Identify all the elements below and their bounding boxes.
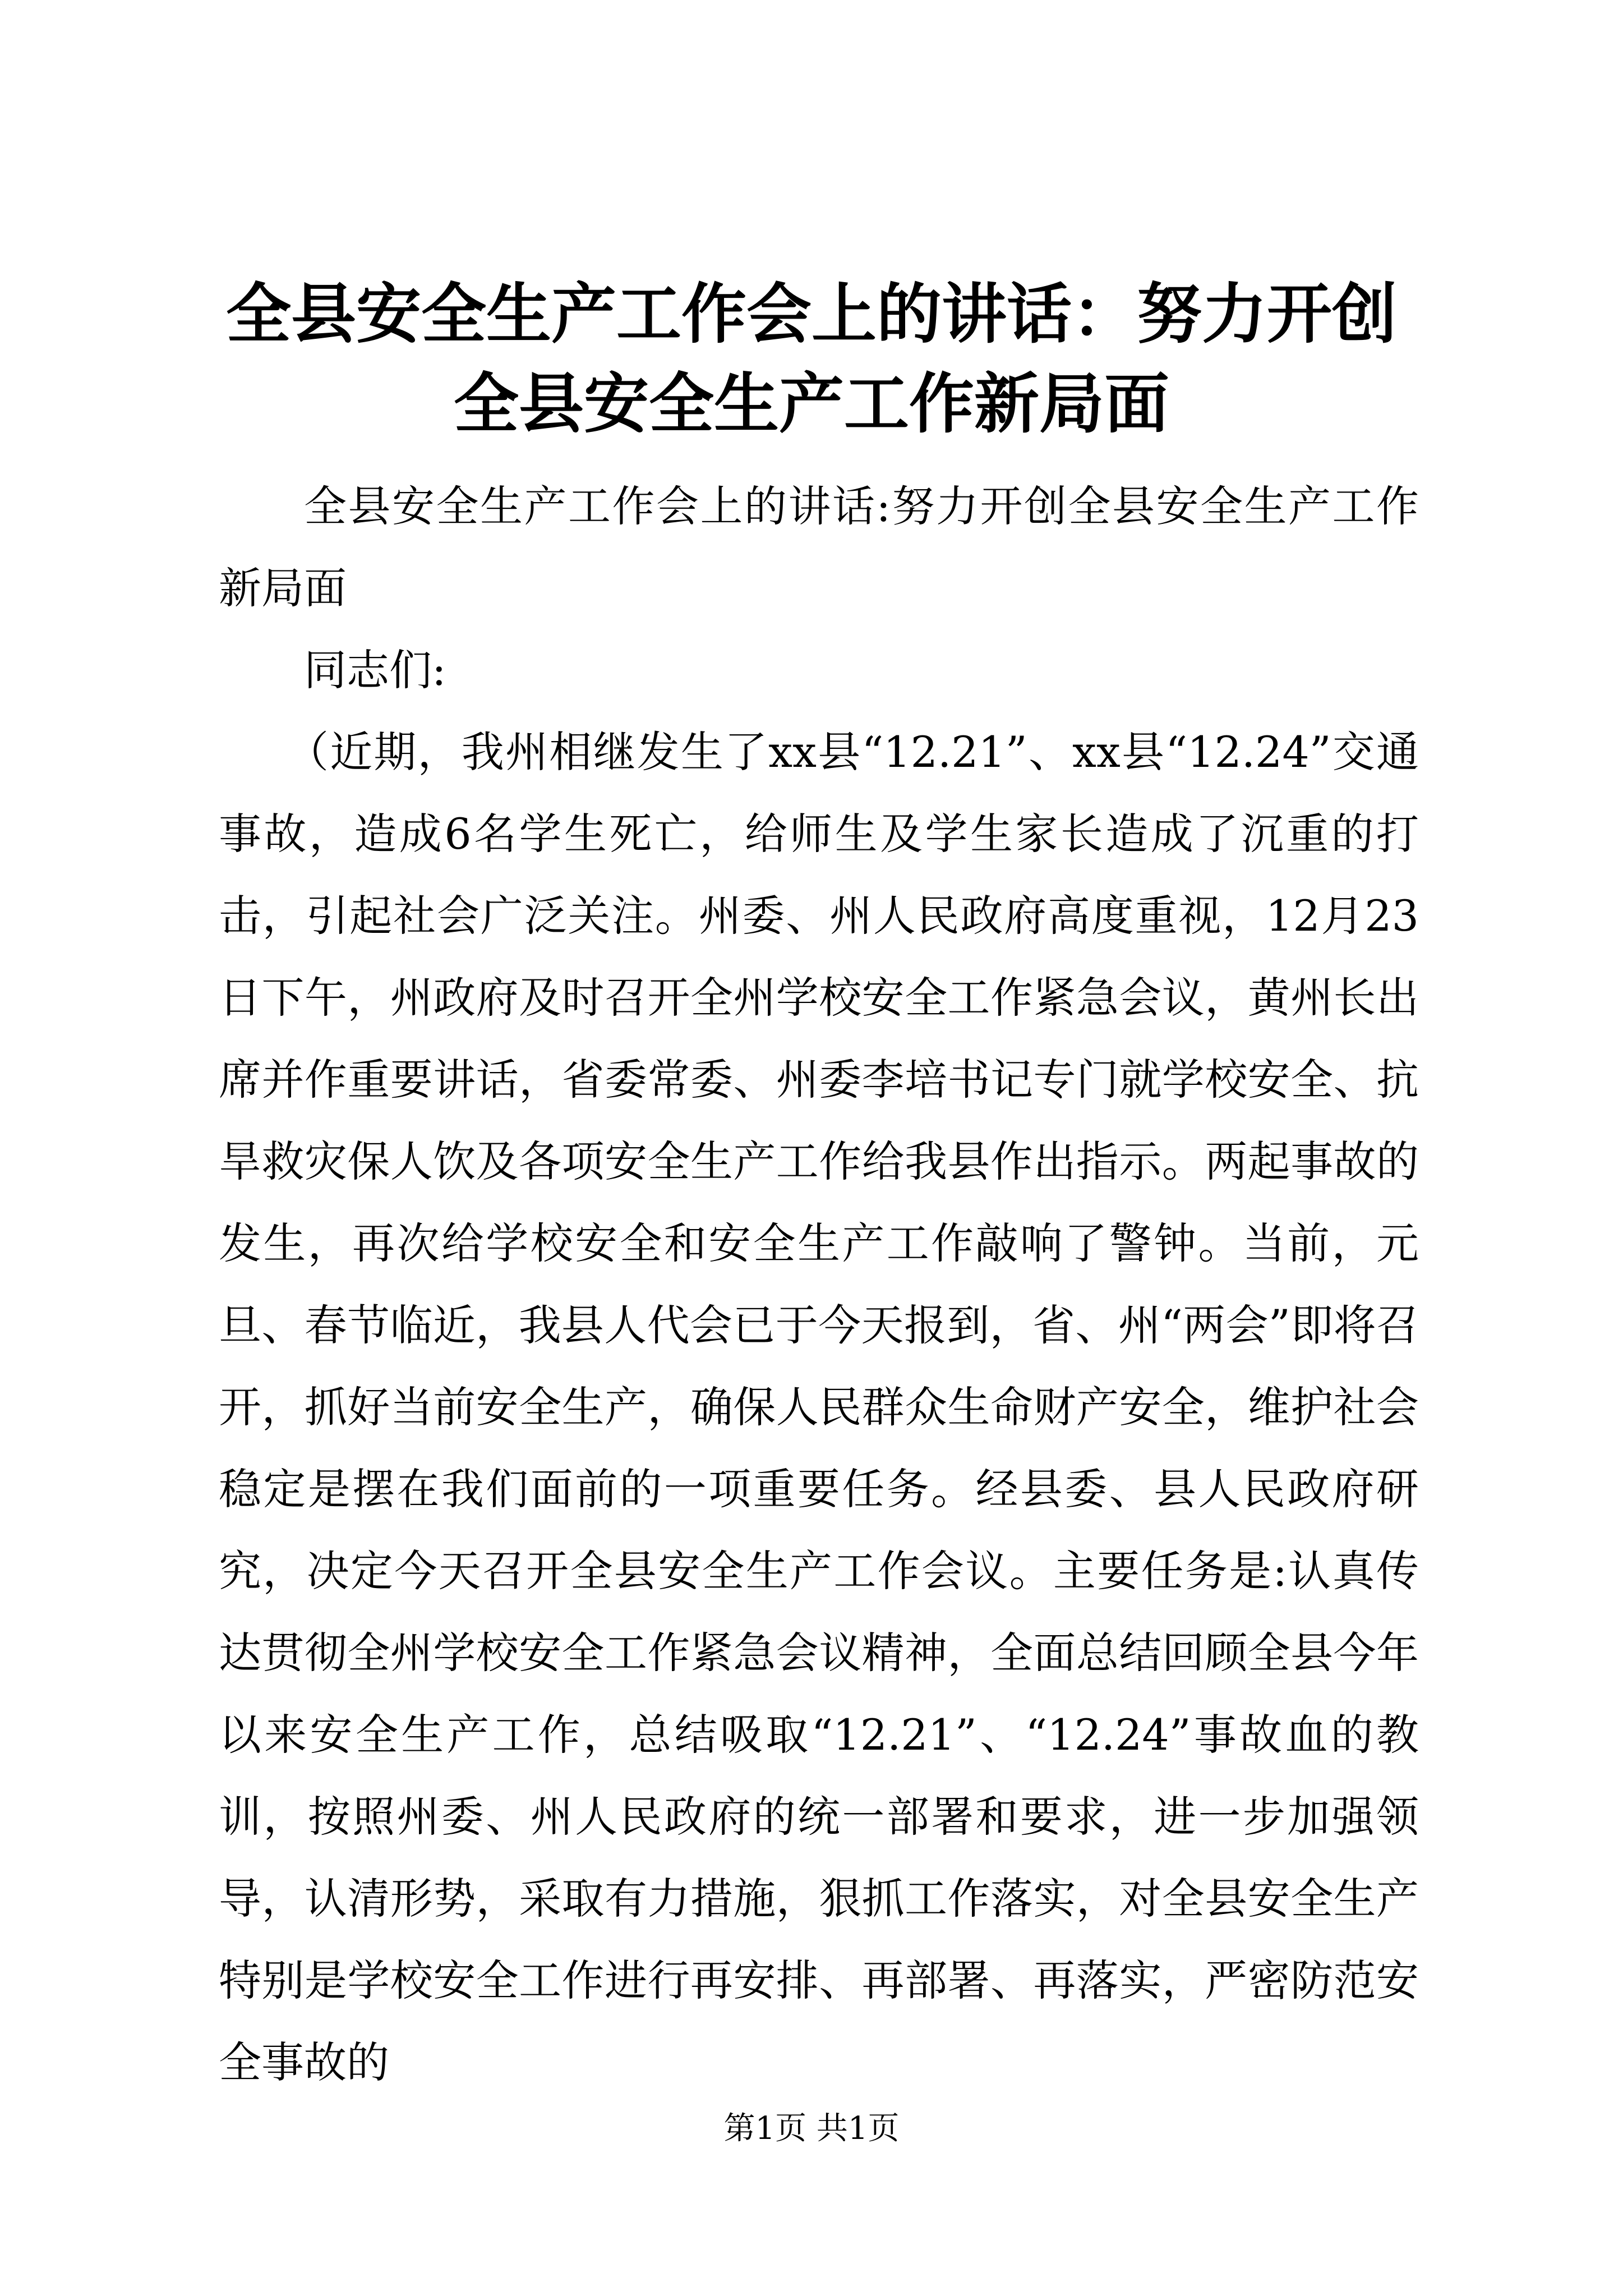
subtitle-paragraph: 全县安全生产工作会上的讲话:努力开创全县安全生产工作新局面 bbox=[219, 481, 1419, 613]
document-title: 全县安全生产工作会上的讲话：努力开创全县安全生产工作新局面 bbox=[226, 276, 1397, 442]
document-body bbox=[219, 466, 1419, 2104]
salutation-paragraph: 同志们: bbox=[304, 645, 446, 695]
body-paragraph: （近期，我州相继发生了xx县“12.21”、xx县“12.24”交通事故，造成6名学生死亡，给师生及学生家长造成了沉重的打击，引起社会广泛关注。州委、州人民政府高度重视，12月23日下午，州政府及时召开全州学校安全工作紧急会议，黄州长出席并作重要讲话，省委常委、州委李培书记专门就学校安全、抗旱救灾保人饮及各项安全生产工作给我县作出指示。两起事故的发生，再次给学校安全和安全生产工作敲响了警钟。当前，元旦、春节临近，我县人代会已于今天报到，省、州“两会”即将召开，抓好当前安全生产，确保人民群众生命财产安全，维护社会稳定是摆在我们面前的一项重要任务。经县委、县人民政府研究，决定今天召开全县安全生产工作会议。主要任务是:认真传达贯彻全州学校安全工作紧急会议精神，全面总结回顾全县今年以来安全生产工作，总结吸取“12.21”、“12.24”事故血的教训，按照州委、州人民政府的统一部署和要求，进一步加强领导，认清形势，采取有力措施，狠抓工作落实，对全县安全生产特别是学校安全工作进行再安排、再部署、再落实，严密防范安全事故的 bbox=[219, 727, 1419, 2087]
page-footer: 第1页 共1页 bbox=[723, 2110, 900, 2147]
